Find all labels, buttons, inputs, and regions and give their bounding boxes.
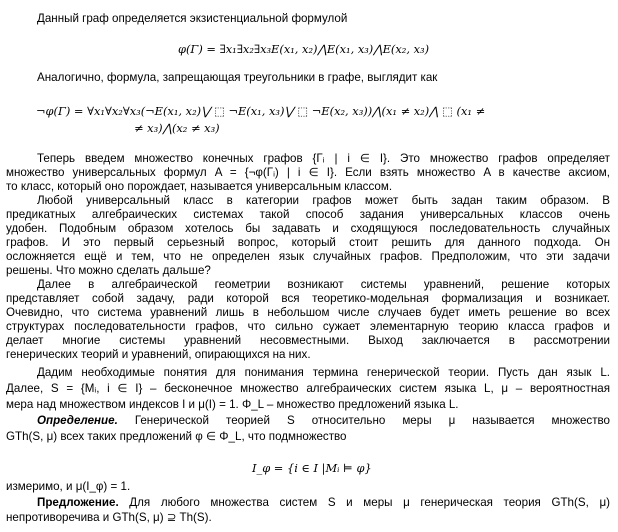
paragraph-3-line-4: структурах последовательности графов, что сильно сужает элементарную теорию класса графов и <box>6 320 610 333</box>
proposition-line-1 <box>6 496 610 510</box>
paragraph-4-line-2: Далее, S = {Mᵢ, i ∈ I} – бесконечное множество алгебраических систем языка L, μ – вероятностная <box>6 382 610 395</box>
paragraph-1-line-1: Теперь введем множество конечных графов {Γᵢ | i ∈ I}. Это множество графов определяет <box>37 152 610 165</box>
definition-line-2: GTh(S, μ) всех таких предложений φ ∈ Φ_L, что подмножество <box>6 430 347 443</box>
formula-no-triangle-1: ¬φ(Γ) = ∀x₁∀x₂∀x₃(¬E(x₁, x₂)⋁ ⬚ ¬E(x₁, x₃)⋁ ⬚ ¬E(x₂, x₃))⋀(x₁ ≠ x₂)⋀ ⬚ (x₁ ≠ <box>36 104 486 118</box>
intro-line: Данный граф определяется экзистенциальной формулой <box>37 12 348 25</box>
paragraph-1-line-3: то класс, который оно порождает, называется универсальным классом. <box>6 180 393 193</box>
formula-no-triangle-2: ≠ x₃)⋀(x₂ ≠ x₃) <box>134 121 220 135</box>
formula-triangle: φ(Γ) = ∃x₁∃x₂∃x₃E(x₁, x₂)⋀E(x₁, x₃)⋀E(x₂, x₃) <box>178 42 430 56</box>
definition-text: Генерической теорией S относительно меры μ называется множество <box>117 414 610 427</box>
paragraph-3-line-1: Далее в алгебраической геометрии возникают системы уравнений, решение которых <box>37 278 610 291</box>
paragraph-2-line-2: предикатных алгебраических системах такой способ задания универсальных классов очень <box>6 208 610 221</box>
analog-line: Аналогично, формула, запрещающая треугольники в графе, выглядит как <box>37 71 438 84</box>
paragraph-1-line-2: множество универсальных формул A = {¬φ(Γᵢ) | i ∈ I}. Если взять множество A в качестве аксиом, <box>6 166 610 179</box>
paragraph-2-line-5: осложняется ещё и тем, что не определен язык случайных графов. Предположим, что эти задачи <box>6 250 610 263</box>
proposition-term: Предложение. <box>37 496 119 509</box>
proposition-text: Для любого множества систем S и меры μ генерическая теория GTh(S, μ) <box>118 496 610 509</box>
measurable-line: измеримо, и μ(I_φ) = 1. <box>6 480 131 493</box>
paragraph-3-line-2: представляет собой задачу, ради которой вся теоретико-модельная формализация и возникает. <box>6 292 610 305</box>
paragraph-4-line-3: мера над множеством индексов I и μ(I) = 1. Φ_L – множество предложений языка L. <box>6 398 459 411</box>
paragraph-2-line-3: удобен. Подобным образом хотелось бы задавать и сходящуюся последовательность случайных <box>6 222 610 235</box>
definition-term: Определение. <box>37 414 118 427</box>
paragraph-3-line-3: Очевидно, что система уравнений лишь в небольшом числе случаев будет иметь решение во всех <box>6 306 610 319</box>
paragraph-4-line-1: Дадим необходимые понятия для понимания термина генерической теории. Пусть дан язык L. <box>37 366 610 379</box>
paragraph-3-line-5: делает многие системы уравнений несовместными. Выход заключается в рассмотрении <box>6 334 610 347</box>
formula-i-phi: I_φ = {i ∈ I |Mᵢ ⊨ φ} <box>252 461 372 475</box>
proposition-line-2: непротиворечива и GTh(S, μ) ⊇ Th(S). <box>6 511 212 524</box>
paragraph-3-line-6: генерических теорий и уравнений, опирающихся на них. <box>6 348 311 361</box>
paragraph-2-line-4: графов. И это первый серьезный вопрос, который стоит решить для данного подхода. Он <box>6 236 610 249</box>
paragraph-2-line-6: решены. Что можно сделать дальше? <box>6 264 211 277</box>
paragraph-2-line-1: Любой универсальный класс в категории графов может быть задан таким образом. В <box>37 194 610 207</box>
definition-line-1 <box>6 414 610 428</box>
